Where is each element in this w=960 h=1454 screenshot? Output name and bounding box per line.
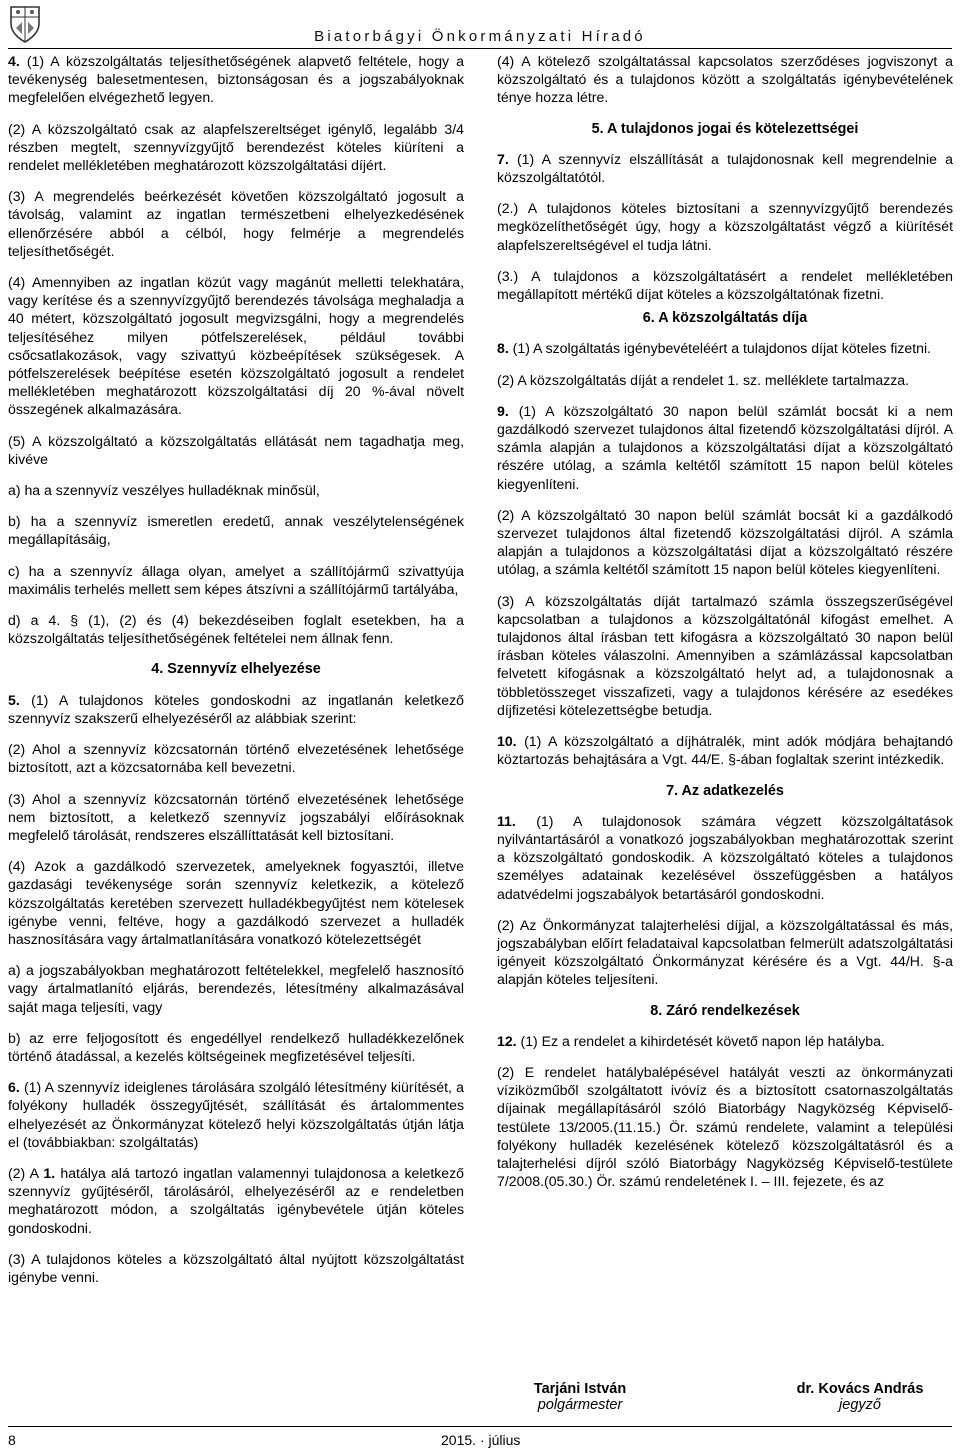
paragraph-4-5: (5) A közszolgáltató a közszolgáltatás ellátását nem tagadhatja meg, kivéve (8, 432, 464, 467)
paragraph-10: 10. (1) A közszolgáltató a díjhátralék, mint adók módjára behajtandó köztartozás behajtására a Vgt. 44/E. §-ában foglaltak szerint intézkedik. (497, 733, 953, 768)
paragraph-8-2: (2) A közszolgáltatás díját a rendelet 1. sz. melléklete tartalmazza. (497, 371, 910, 388)
signatory-role: polgármester (537, 1397, 623, 1413)
paragraph-5-2: (2) Ahol a szennyvíz közcsatornán történő elvezetésének lehetősége biztosított, azt a közcsatornába kell bevezetni. (8, 741, 464, 776)
section-heading-5: 5. A tulajdonos jogai és kötelezettségei (591, 120, 859, 137)
paragraph-9-2: (2) A közszolgáltató 30 napon belül számlát bocsát ki a gazdálkodó szervezet tulajdonos által fizetendő közszolgáltatási díjról. A számla alapján a tulajdonos a közszolgáltatási díjat a közszolgáltató részére utólag, a számla keltétől számított 15 napon belül köteles kiegyenlíteni. (497, 506, 953, 578)
paragraph-12-2: (2) E rendelet hatálybalépésével hatályát veszti az önkormányzati víziközműből szolgáltatott ivóvíz és a biztosított csatornaszolgáltatás díjainak megállapításáról szóló Biatorbágy Nagyközség Képviselő-testülete 13/2005.(11.15.) Ör. számú rendelete, valamint a települési folyékony hulladék kezelésének kötelező közszolgáltatásról és a talajterhelési díjról szóló Biatorbágy Nagyközség Képviselő-testülete 7/2008.(05.30.) Ör. számú rendeletének I. – III. fejezete, és az (497, 1063, 953, 1190)
section-number: 10. (497, 733, 517, 750)
paragraph-5-4a: a) a jogszabályokban meghatározott feltételekkel, megfelelő hasznosító vagy ártalmatlanító eljárás, berendezés, létesítmény alkalmazásával saját maga teljesíti, vagy (8, 962, 464, 1015)
header-divider (8, 48, 952, 49)
paragraph-12-1: 12. (1) Ez a rendelet a kihirdetését követő napon lép hatályba. (497, 1032, 885, 1049)
signature-mayor (500, 1381, 660, 1413)
section-heading-4: 4. Szennyvíz elhelyezése (151, 661, 321, 678)
section-number: 6. (8, 1079, 20, 1096)
paragraph-8-1: 8. (1) A szolgáltatás igénybevételéért a tulajdonos díjat köteles fizetni. (497, 340, 932, 357)
signatory-name: dr. Kovács András (796, 1381, 924, 1397)
newsletter-title: Biatorbágyi Önkormányzati Híradó (314, 28, 646, 45)
section-number: 11. (497, 812, 516, 829)
paragraph-7-1: 7. (1) A szennyvíz elszállítását a tulajdonosnak kell megrendelnie a közszolgáltatótól. (497, 150, 953, 186)
paragraph-5-3: (3) Ahol a szennyvíz közcsatornán történő elvezetésének lehetősége nem biztosított, a keletkező szennyvíz jogszabályi előírásoknak megfelelő tárolását, rendszeres elszállíttatását kell biztosítani. (8, 790, 464, 843)
paragraph-4-5a: a) ha a szennyvíz veszélyes hulladéknak minősül, (8, 482, 320, 499)
section-number: 9. (497, 402, 509, 419)
issue-date: 2015. · július (441, 1432, 521, 1448)
section-reference: 1. (43, 1164, 56, 1181)
paragraph-6-1: 6. (1) A szennyvíz ideiglenes tárolására szolgáló létesítmény kiürítését, a folyékony hulladék összegyűjtését, szállítását és ártalommentes elhelyezését az Önkormányzat kötelező helyi közszolgáltatás útján látja el (továbbiakban: szolgáltatás) (8, 1079, 464, 1150)
paragraph-4-5c: c) ha a szennyvíz állaga olyan, amelyet a szállítójármű szivattyúja maximális terhelés mellett sem képes átszívni a szállítójármű tartályába, (8, 562, 464, 597)
section-heading-6: 6. A közszolgáltatás díja (642, 310, 808, 327)
signatory-name: Tarjáni István (533, 1381, 627, 1397)
section-number: 5. (8, 691, 20, 708)
page-number: 8 (8, 1432, 16, 1448)
footer-divider (8, 1426, 952, 1427)
paragraph-4-4: (4) Amennyiben az ingatlan közút vagy magánút melletti telekhatára, vagy kerítése és a szennyvízgyűjtő berendezés távolsága meghaladja a 40 métert, közszolgáltató jogosult megvizsgálni, hogy a megrendelés teljesítéséhez milyen pótfelszerelések, például további csőcsatlakozások, vagy szivattyú közbeépítések szükségesek. A pótfelszerelések beépítése esetén közszolgáltató jogosult a rendelet mellékletében meghatározott közszolgáltatási díj 20 %-ával növelt összegének alkalmazására. (8, 274, 464, 418)
paragraph-6-2: (2) A 1. hatálya alá tartozó ingatlan valamennyi tulajdonosa a keletkező szennyvíz gyűjtéséről, tárolásáról, elhelyezéséről az e rendeletben meghatározott módon, a szolgáltatás igénybevétele útján köteles gondoskodni. (8, 1164, 465, 1236)
section-number: 8. (497, 340, 509, 357)
paragraph-11-2: (2) Az Önkormányzat talajterhelési díjjal, a közszolgáltatással és más, jogszabályban előírt feladataival kapcsolatban felmerült adatszolgáltatási igényeit közszolgáltató Önkormányzat kérésére és a Vgt. 44/H. §-a alapján köteles teljesíteni. (497, 916, 953, 988)
paragraph-7-3: (3.) A tulajdonos a közszolgáltatásért a rendelet mellékletében megállapított mértékű díjat köteles a közszolgáltatónak fizetni. (497, 267, 953, 303)
paragraph-5-1: 5. (1) A tulajdonos köteles gondoskodni az ingatlanán keletkező szennyvíz szakszerű elhelyezéséről az alábbiak szerint: (8, 691, 464, 726)
paragraph-6-4: (4) A kötelező szolgáltatással kapcsolatos szerződéses jogviszonyt a közszolgáltató és a tulajdonos között a szolgáltatás igénybevételének ténye hozza létre. (497, 53, 953, 106)
paragraph-9-3: (3) A közszolgáltatás díját tartalmazó számla összegszerűségével kapcsolatban a tulajdonos a közszolgáltatónál kifogást emelhet. A tulajdonos által írásban tett kifogásra a közszolgáltató 30 napon belül írásban köteles válaszolni. Amennyiben a számlázással kapcsolatban felvetett kifogásnak a közszolgáltató helyt ad, a tulajdonosnak a többletösszeget visszafizeti, vagy a tulajdonos kérésére az esedékes díjfizetési kötelezettségbe betudja. (497, 592, 953, 718)
paragraph-4-3: (3) A megrendelés beérkezését követően közszolgáltató jogosult a távolság, valamint az ingatlan természetbeni elhelyezkedésének ellenőrzésére abból a célból, hogy felmérje a megrendelés teljesíthetőségét. (8, 188, 464, 259)
paragraph-7-2: (2.) A tulajdonos köteles biztosítani a szennyvízgyűjtő berendezés megközelíthetőségét úgy, hogy a közszolgáltatást végző a kiürítését alapfelszereltségével el tudja látni. (497, 200, 953, 253)
section-heading-7: 7. Az adatkezelés (666, 782, 784, 799)
paragraph-4-1: 4. (1) A közszolgáltatás teljesíthetőségének alapvető feltétele, hogy a tevékenység balesetmentesen, biztonságosan és a jogszabályoknak megfelelően elvégezhető legyen. (8, 53, 464, 106)
paragraph-4-5d: d) a 4. § (1), (2) és (4) bekezdéseiben foglalt esetekben, ha a közszolgáltatás teljesíthetőségének feltételei nem állnak fenn. (8, 612, 464, 647)
signature-notary (770, 1381, 950, 1413)
paragraph-6-3: (3) A tulajdonos köteles a közszolgáltató által nyújtott közszolgáltatást igénybe venni. (8, 1250, 464, 1285)
section-number: 7. (497, 150, 509, 167)
signatory-role: jegyző (839, 1397, 881, 1413)
paragraph-5-4b: b) az erre feljogosított és engedéllyel rendelkező hulladékkezelőnek történő átadással, a kezelés költségeinek megfizetésével teljesíti. (8, 1029, 464, 1064)
paragraph-4-5b: b) ha a szennyvíz ismeretlen eredetű, annak veszélytelenségének megállapításáig, (8, 513, 464, 548)
paragraph-4-2: (2) A közszolgáltató csak az alapfelszereltséget igénylő, legalább 3/4 részben megtelt, szennyvízgyűjtő berendezést köteles kiüríteni a rendelet mellékletében meghatározott közszolgáltatási díjért. (8, 120, 464, 174)
paragraph-9-1: 9. (1) A közszolgáltató 30 napon belül számlát bocsát ki a nem gazdálkodó szervezet tulajdonos által fizetendő közszolgáltatási díjról. A számla alapján a tulajdonos a közszolgáltatási díjat a közszolgáltató részére utólag, a számla keltétől számított 15 napon belül köteles kiegyenlíteni. (497, 402, 953, 492)
paragraph-11-1: 11. (1) A tulajdonosok számára végzett közszolgáltatások nyilvántartásáról a vonatkozó jogszabályokban meghatározottak szerint a közszolgáltató gondoskodik. A közszolgáltató köteles a tulajdonos személyes adatainak kezelésével összefüggésben a hatályos adatvédelmi jogszabályok betartásáról gondoskodni. (497, 812, 953, 902)
section-number: 12. (497, 1032, 517, 1049)
left-column (8, 52, 464, 1299)
right-column (497, 52, 953, 1203)
paragraph-5-4: (4) Azok a gazdálkodó szervezetek, amelyeknek fogyasztói, illetve gazdasági tevékenysége során szennyvíz keletkezik, a kötelező közszolgáltatás keretében szervezett hulladékbegyűjtést nem kötelesek igénybe venni, feltéve, hogy a gazdálkodó szervezet a hulladék hasznosítására vagy ártalmatlanítására vonatkozó kötelezettségét (8, 858, 464, 947)
section-number: 4. (8, 53, 20, 69)
section-heading-8: 8. Záró rendelkezések (650, 1002, 800, 1019)
